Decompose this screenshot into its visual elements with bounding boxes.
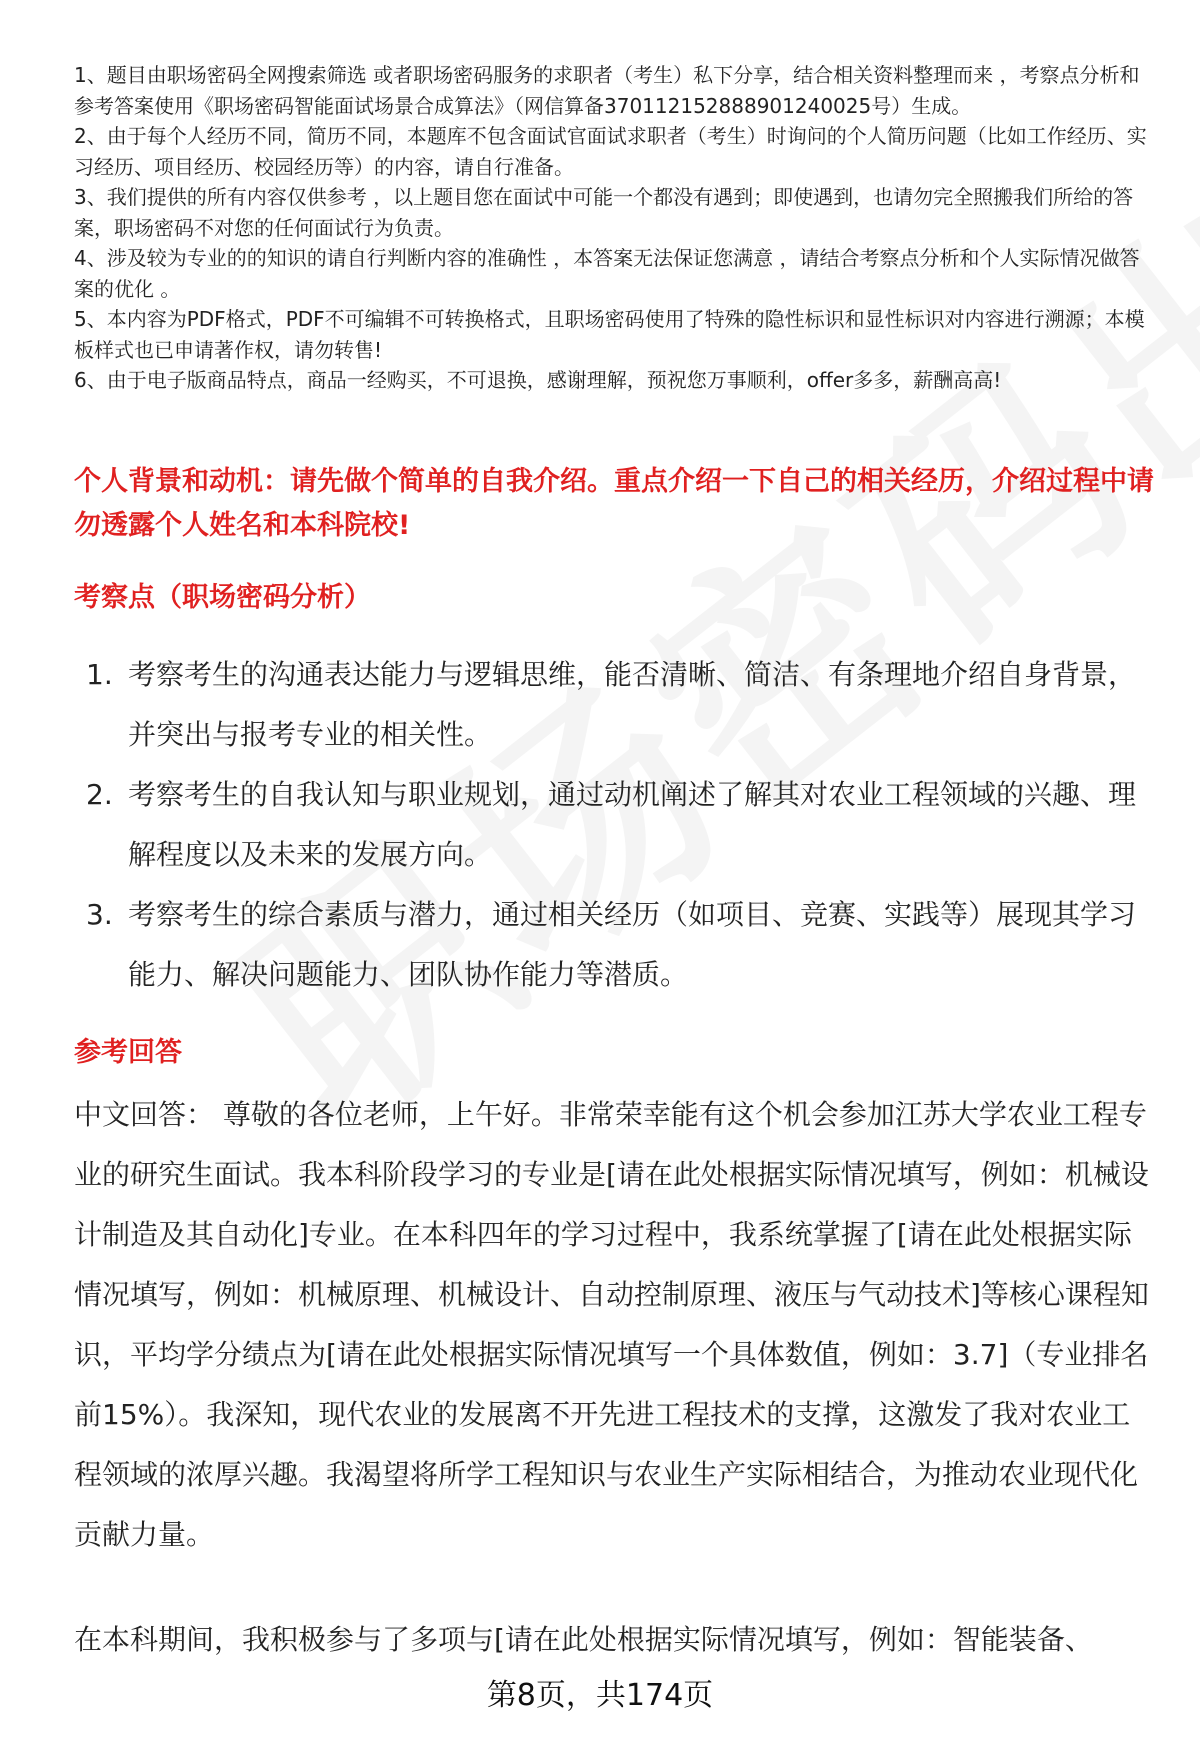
list-number: 2. — [86, 778, 113, 811]
list-text: 考察考生的综合素质与潜力，通过相关经历（如项目、竞赛、实践等）展现其学习能力、解决问题能力、团队协作能力等潜质。 — [128, 898, 1137, 991]
answer-paragraph-continued: 在本科期间，我积极参与了多项与[请在此处根据实际情况填写，例如：智能装备、 — [74, 1623, 1093, 1656]
disclaimer-item: 1、题目由职场密码全网搜索筛选 或者职场密码服务的求职者（考生）私下分享，结合相关资料整理而来 ，考察点分析和参考答案使用《职场密码智能面试场景合成算法》（网信算备370112152888901240025号）生成。 — [74, 63, 1140, 118]
list-text: 考察考生的沟通表达能力与逻辑思维，能否清晰、简洁、有条理地介绍自身背景，并突出与报考专业的相关性。 — [128, 658, 1137, 751]
disclaimer-block — [74, 60, 1156, 396]
answer-paragraph: 中文回答： 尊敬的各位老师，上午好。非常荣幸能有这个机会参加江苏大学农业工程专业的研究生面试。我本科阶段学习的专业是[请在此处根据实际情况填写，例如：机械设计制造及其自动化]专业。在本科四年的学习过程中，我系统掌握了[请在此处根据实际情况填写，例如：机械原理、机械设计、自动控制原理、液压与气动技术]等核心课程知识，平均学分绩点为[请在此处根据实际情况填写一个具体数值，例如：3.7]（专业排名前15%）。我深知，现代农业的发展离不开先进工程技术的支撑，这激发了我对农业工程领域的浓厚兴趣。我渴望将所学工程知识与农业生产实际相结合，为推动农业现代化贡献力量。 — [74, 1098, 1149, 1551]
list-number: 3. — [86, 898, 113, 931]
list-item — [74, 765, 1156, 885]
question-heading: 个人背景和动机：请先做个简单的自我介绍。重点介绍一下自己的相关经历，介绍过程中请勿透露个人姓名和本科院校! — [74, 466, 1154, 541]
page-footer: 第8页，共174页 — [486, 1678, 714, 1713]
analysis-heading: 考察点（职场密码分析） — [74, 582, 371, 613]
disclaimer-item: 2、由于每个人经历不同，简历不同，本题库不包含面试官面试求职者（考生）时询问的个人简历问题（比如工作经历、实习经历、项目经历、校园经历等）的内容，请自行准备。 — [74, 124, 1147, 179]
disclaimer-item: 6、由于电子版商品特点，商品一经购买，不可退换，感谢理解，预祝您万事顺利，offer多多，薪酬高高! — [74, 368, 1002, 392]
disclaimer-item: 3、我们提供的所有内容仅供参考 ，以上题目您在面试中可能一个都没有遇到；即使遇到，也请勿完全照搬我们所给的答案，职场密码不对您的任何面试行为负责。 — [74, 185, 1134, 240]
list-number: 1. — [86, 658, 113, 691]
disclaimer-item: 4、涉及较为专业的的知识的请自行判断内容的准确性 ，本答案无法保证您满意 ，请结合考察点分析和个人实际情况做答案的优化 。 — [74, 246, 1140, 301]
list-item — [74, 885, 1156, 1005]
analysis-list — [74, 645, 1156, 1005]
list-text: 考察考生的自我认知与职业规划，通过动机阐述了解其对农业工程领域的兴趣、理解程度以及未来的发展方向。 — [128, 778, 1137, 871]
disclaimer-item: 5、本内容为PDF格式，PDF不可编辑不可转换格式，且职场密码使用了特殊的隐性标识和显性标识对内容进行溯源；本模板样式也已申请著作权，请勿转售! — [74, 307, 1145, 362]
list-item — [74, 645, 1156, 765]
answer-heading: 参考回答 — [74, 1037, 182, 1068]
